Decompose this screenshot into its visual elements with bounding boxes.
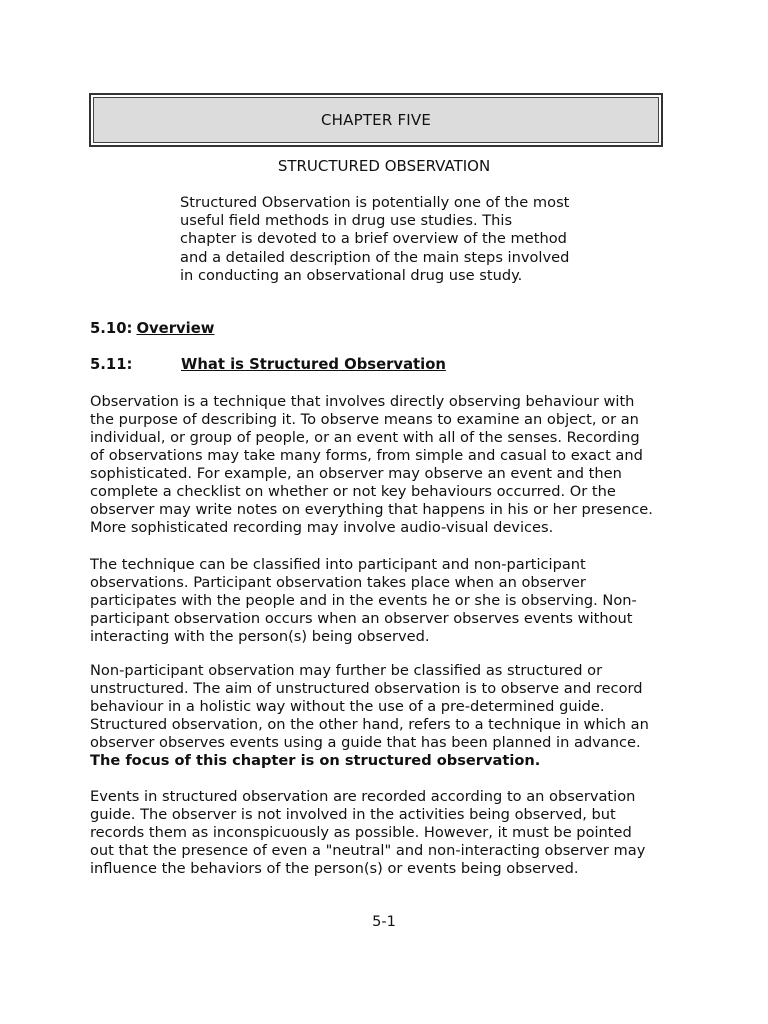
paragraph-line: The technique can be classified into participant and non-participant <box>90 556 586 573</box>
chapter-title: CHAPTER FIVE <box>320 111 432 129</box>
paragraph-line: individual, or group of people, or an event with all of the senses. Recording <box>90 429 640 446</box>
paragraph-line: behaviour in a holistic way without the use of a pre-determined guide. <box>90 698 605 715</box>
section-number: 5.11: <box>90 356 133 373</box>
abstract-line: useful field methods in drug use studies. This <box>180 212 513 230</box>
paragraph-line: observations. Participant observation takes place when an observer <box>90 574 586 591</box>
paragraph-line: Observation is a technique that involves directly observing behaviour with <box>90 393 635 410</box>
paragraph-line: sophisticated. For example, an observer may observe an event and then <box>90 465 622 482</box>
chapter-subtitle: STRUCTURED OBSERVATION <box>277 157 491 175</box>
paragraph-line: observer may write notes on everything that happens in his or her presence. <box>90 501 653 518</box>
paragraph-line: unstructured. The aim of unstructured observation is to observe and record <box>90 680 643 697</box>
paragraph-line: Non-participant observation may further be classified as structured or <box>90 662 603 679</box>
page-number: 5-1 <box>372 913 396 930</box>
paragraph-line: guide. The observer is not involved in the activities being observed, but <box>90 806 616 823</box>
paragraph-line: of observations may take many forms, from simple and casual to exact and <box>90 447 643 464</box>
paragraph-line: records them as inconspicuously as possible. However, it must be pointed <box>90 824 632 841</box>
paragraph-line: participant observation occurs when an observer observes events without <box>90 610 633 627</box>
paragraph-line: Structured observation, on the other hand, refers to a technique in which an <box>90 716 649 733</box>
paragraph-line: observer observes events using a guide that has been planned in advance. <box>90 734 641 751</box>
chapter-abstract <box>180 194 600 285</box>
paragraph-line: participates with the people and in the events he or she is observing. Non- <box>90 592 637 609</box>
paragraph-2 <box>90 556 690 646</box>
paragraph-bold-line: The focus of this chapter is on structured observation. <box>90 752 541 769</box>
section-number: 5.10: <box>90 320 133 337</box>
paragraph-3 <box>90 662 690 770</box>
section-title: Overview <box>136 320 215 337</box>
section-title: What is Structured Observation <box>181 356 446 373</box>
section-heading-5-11 <box>90 356 446 373</box>
chapter-title-box-inner <box>93 97 659 143</box>
chapter-title-box <box>89 93 663 147</box>
paragraph-line: out that the presence of even a "neutral" and non-interacting observer may <box>90 842 646 859</box>
paragraph-line: influence the behaviors of the person(s) or events being observed. <box>90 860 579 877</box>
section-heading-5-10 <box>90 320 214 337</box>
paragraph-line: More sophisticated recording may involve audio-visual devices. <box>90 519 554 536</box>
abstract-line: chapter is devoted to a brief overview of the method <box>180 230 567 248</box>
abstract-line: and a detailed description of the main steps involved <box>180 248 570 266</box>
paragraph-line: the purpose of describing it. To observe means to examine an object, or an <box>90 411 639 428</box>
paragraph-line: interacting with the person(s) being observed. <box>90 628 430 645</box>
abstract-line: Structured Observation is potentially one of the most <box>180 194 570 211</box>
paragraph-1 <box>90 393 690 537</box>
paragraph-4 <box>90 788 690 878</box>
abstract-line: in conducting an observational drug use study. <box>180 266 523 284</box>
paragraph-line: Events in structured observation are recorded according to an observation <box>90 788 636 805</box>
paragraph-line: complete a checklist on whether or not key behaviours occurred. Or the <box>90 483 616 500</box>
